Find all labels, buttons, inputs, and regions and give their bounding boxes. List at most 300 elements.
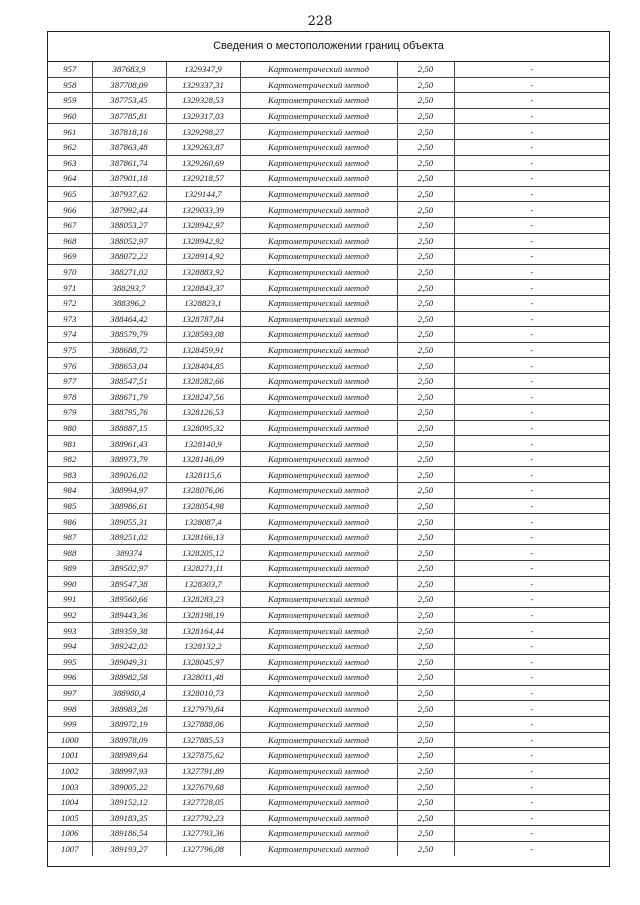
method-cell: Картометрический метод xyxy=(240,576,397,592)
point-number-cell: 994 xyxy=(48,638,92,654)
method-cell: Картометрический метод xyxy=(240,249,397,265)
method-cell: Картометрический метод xyxy=(240,529,397,545)
table-row xyxy=(48,217,609,233)
method-cell: Картометрический метод xyxy=(240,311,397,327)
point-number-cell: 971 xyxy=(48,280,92,296)
method-cell: Картометрический метод xyxy=(240,264,397,280)
y-coordinate-cell: 1328140,9 xyxy=(166,436,240,452)
x-coordinate-cell: 388983,28 xyxy=(92,701,166,717)
note-cell: - xyxy=(454,654,609,670)
method-cell: Картометрический метод xyxy=(240,155,397,171)
point-number-cell: 997 xyxy=(48,685,92,701)
y-coordinate-cell: 1328164,44 xyxy=(166,623,240,639)
table-row xyxy=(48,483,609,499)
table-row xyxy=(48,202,609,218)
table-row xyxy=(48,373,609,389)
note-cell: - xyxy=(454,233,609,249)
y-coordinate-cell: 1328095,32 xyxy=(166,420,240,436)
accuracy-cell: 2,50 xyxy=(397,794,454,810)
point-number-cell: 987 xyxy=(48,529,92,545)
point-number-cell: 960 xyxy=(48,108,92,124)
note-cell: - xyxy=(454,311,609,327)
method-cell: Картометрический метод xyxy=(240,233,397,249)
note-cell: - xyxy=(454,576,609,592)
point-number-cell: 995 xyxy=(48,654,92,670)
document-frame xyxy=(47,31,610,867)
y-coordinate-cell: 1327885,53 xyxy=(166,732,240,748)
y-coordinate-cell: 1328914,92 xyxy=(166,249,240,265)
point-number-cell: 958 xyxy=(48,77,92,93)
x-coordinate-cell: 387937,62 xyxy=(92,186,166,202)
note-cell: - xyxy=(454,763,609,779)
method-cell: Картометрический метод xyxy=(240,514,397,530)
note-cell: - xyxy=(454,124,609,140)
accuracy-cell: 2,50 xyxy=(397,389,454,405)
method-cell: Картометрический метод xyxy=(240,810,397,826)
table-row xyxy=(48,311,609,327)
accuracy-cell: 2,50 xyxy=(397,685,454,701)
point-number-cell: 973 xyxy=(48,311,92,327)
table-row xyxy=(48,763,609,779)
accuracy-cell: 2,50 xyxy=(397,373,454,389)
x-coordinate-cell: 387753,45 xyxy=(92,93,166,109)
method-cell: Картометрический метод xyxy=(240,779,397,795)
table-row xyxy=(48,467,609,483)
x-coordinate-cell: 387861,74 xyxy=(92,155,166,171)
accuracy-cell: 2,50 xyxy=(397,186,454,202)
table-row xyxy=(48,327,609,343)
point-number-cell: 974 xyxy=(48,327,92,343)
point-number-cell: 996 xyxy=(48,670,92,686)
table-row xyxy=(48,826,609,842)
accuracy-cell: 2,50 xyxy=(397,701,454,717)
x-coordinate-cell: 388973,79 xyxy=(92,451,166,467)
note-cell: - xyxy=(454,389,609,405)
point-number-cell: 1005 xyxy=(48,810,92,826)
x-coordinate-cell: 388989,64 xyxy=(92,748,166,764)
method-cell: Картометрический метод xyxy=(240,217,397,233)
point-number-cell: 1006 xyxy=(48,826,92,842)
accuracy-cell: 2,50 xyxy=(397,592,454,608)
x-coordinate-cell: 387863,48 xyxy=(92,139,166,155)
x-coordinate-cell: 388547,51 xyxy=(92,373,166,389)
method-cell: Картометрический метод xyxy=(240,483,397,499)
accuracy-cell: 2,50 xyxy=(397,483,454,499)
point-number-cell: 962 xyxy=(48,139,92,155)
y-coordinate-cell: 1327792,23 xyxy=(166,810,240,826)
accuracy-cell: 2,50 xyxy=(397,327,454,343)
x-coordinate-cell: 388671,79 xyxy=(92,389,166,405)
y-coordinate-cell: 1328283,23 xyxy=(166,592,240,608)
accuracy-cell: 2,50 xyxy=(397,217,454,233)
point-number-cell: 990 xyxy=(48,576,92,592)
accuracy-cell: 2,50 xyxy=(397,436,454,452)
x-coordinate-cell: 389359,38 xyxy=(92,623,166,639)
point-number-cell: 977 xyxy=(48,373,92,389)
method-cell: Картометрический метод xyxy=(240,638,397,654)
y-coordinate-cell: 1329337,31 xyxy=(166,77,240,93)
point-number-cell: 993 xyxy=(48,623,92,639)
accuracy-cell: 2,50 xyxy=(397,108,454,124)
x-coordinate-cell: 388887,15 xyxy=(92,420,166,436)
point-number-cell: 982 xyxy=(48,451,92,467)
y-coordinate-cell: 1327679,68 xyxy=(166,779,240,795)
accuracy-cell: 2,50 xyxy=(397,202,454,218)
point-number-cell: 972 xyxy=(48,295,92,311)
table-row xyxy=(48,841,609,856)
table-row xyxy=(48,748,609,764)
x-coordinate-cell: 388980,4 xyxy=(92,685,166,701)
accuracy-cell: 2,50 xyxy=(397,841,454,856)
note-cell: - xyxy=(454,108,609,124)
accuracy-cell: 2,50 xyxy=(397,779,454,795)
x-coordinate-cell: 388986,61 xyxy=(92,498,166,514)
x-coordinate-cell: 389251,02 xyxy=(92,529,166,545)
y-coordinate-cell: 1328843,37 xyxy=(166,280,240,296)
point-number-cell: 983 xyxy=(48,467,92,483)
method-cell: Картометрический метод xyxy=(240,607,397,623)
accuracy-cell: 2,50 xyxy=(397,545,454,561)
note-cell: - xyxy=(454,327,609,343)
x-coordinate-cell: 389560,66 xyxy=(92,592,166,608)
note-cell: - xyxy=(454,561,609,577)
method-cell: Картометрический метод xyxy=(240,77,397,93)
accuracy-cell: 2,50 xyxy=(397,405,454,421)
x-coordinate-cell: 389242,02 xyxy=(92,638,166,654)
x-coordinate-cell: 389502,97 xyxy=(92,561,166,577)
note-cell: - xyxy=(454,701,609,717)
y-coordinate-cell: 1328087,4 xyxy=(166,514,240,530)
note-cell: - xyxy=(454,217,609,233)
note-cell: - xyxy=(454,498,609,514)
accuracy-cell: 2,50 xyxy=(397,670,454,686)
y-coordinate-cell: 1328787,84 xyxy=(166,311,240,327)
point-number-cell: 957 xyxy=(48,62,92,77)
x-coordinate-cell: 389026,02 xyxy=(92,467,166,483)
y-coordinate-cell: 1329260,69 xyxy=(166,155,240,171)
note-cell: - xyxy=(530,843,534,854)
accuracy-cell: 2,50 xyxy=(397,155,454,171)
accuracy-cell: 2,50 xyxy=(397,451,454,467)
point-number-cell: 963 xyxy=(48,155,92,171)
accuracy-cell: 2,50 xyxy=(397,62,454,77)
table-row xyxy=(48,389,609,405)
accuracy-cell: 2,50 xyxy=(397,280,454,296)
point-number-cell: 1007 xyxy=(48,841,92,856)
y-coordinate-cell: 1329263,87 xyxy=(166,139,240,155)
y-coordinate-cell: 1328942,97 xyxy=(166,217,240,233)
table-row xyxy=(48,794,609,810)
point-number-cell: 992 xyxy=(48,607,92,623)
note-cell: - xyxy=(454,685,609,701)
y-coordinate-cell: 1328459,91 xyxy=(166,342,240,358)
accuracy-cell: 2,50 xyxy=(397,264,454,280)
accuracy-cell: 2,50 xyxy=(397,561,454,577)
point-number-cell: 985 xyxy=(48,498,92,514)
table-row xyxy=(48,295,609,311)
accuracy-cell: 2,50 xyxy=(397,124,454,140)
x-coordinate-cell: 388271,02 xyxy=(92,264,166,280)
x-coordinate-cell: 388579,79 xyxy=(92,327,166,343)
point-number-cell: 984 xyxy=(48,483,92,499)
note-cell: - xyxy=(454,514,609,530)
note-cell: - xyxy=(454,670,609,686)
y-coordinate-cell: 1327888,06 xyxy=(166,716,240,732)
method-cell: Картометрический метод xyxy=(240,202,397,218)
note-cell: - xyxy=(454,373,609,389)
table-row xyxy=(48,529,609,545)
accuracy-cell: 2,50 xyxy=(397,732,454,748)
x-coordinate-cell: 388997,93 xyxy=(92,763,166,779)
accuracy-cell: 2,50 xyxy=(397,498,454,514)
method-cell: Картометрический метод xyxy=(240,701,397,717)
note-cell: - xyxy=(454,420,609,436)
table-row xyxy=(48,576,609,592)
note-cell: - xyxy=(454,483,609,499)
table-row xyxy=(48,638,609,654)
y-coordinate-cell: 1329347,9 xyxy=(166,62,240,77)
y-coordinate-cell: 1329317,03 xyxy=(166,108,240,124)
accuracy-cell: 2,50 xyxy=(397,810,454,826)
note-cell: - xyxy=(454,810,609,826)
note-cell: - xyxy=(454,358,609,374)
note-cell: - xyxy=(454,436,609,452)
method-cell: Картометрический метод xyxy=(240,467,397,483)
table-row xyxy=(48,592,609,608)
y-coordinate-cell: 1329298,27 xyxy=(166,124,240,140)
method-cell: Картометрический метод xyxy=(240,498,397,514)
point-number-cell: 967 xyxy=(48,217,92,233)
x-coordinate-cell: 388052,97 xyxy=(92,233,166,249)
point-number-cell: 979 xyxy=(48,405,92,421)
y-coordinate-cell: 1327796,08 xyxy=(166,841,240,856)
note-cell: - xyxy=(454,638,609,654)
y-coordinate-cell: 1328823,1 xyxy=(166,295,240,311)
point-number-cell: 981 xyxy=(48,436,92,452)
note-cell: - xyxy=(454,732,609,748)
section-title: Сведения о местоположении границ объекта xyxy=(48,32,609,62)
table-row xyxy=(48,171,609,187)
coordinates-table-body xyxy=(48,62,609,856)
y-coordinate-cell: 1328076,06 xyxy=(166,483,240,499)
table-row xyxy=(48,124,609,140)
y-coordinate-cell: 1329033,39 xyxy=(166,202,240,218)
x-coordinate-cell: 389193,27 xyxy=(92,841,166,856)
method-cell: Картометрический метод xyxy=(240,623,397,639)
x-coordinate-cell: 388961,43 xyxy=(92,436,166,452)
method-cell: Картометрический метод xyxy=(240,732,397,748)
point-number-cell: 989 xyxy=(48,561,92,577)
accuracy-cell: 2,50 xyxy=(397,295,454,311)
x-coordinate-cell: 389055,31 xyxy=(92,514,166,530)
note-cell: - xyxy=(454,716,609,732)
point-number-cell: 968 xyxy=(48,233,92,249)
y-coordinate-cell: 1328132,2 xyxy=(166,638,240,654)
x-coordinate-cell: 388972,19 xyxy=(92,716,166,732)
x-coordinate-cell: 387785,81 xyxy=(92,108,166,124)
method-cell: Картометрический метод xyxy=(240,139,397,155)
note-cell: - xyxy=(454,202,609,218)
y-coordinate-cell: 1327875,62 xyxy=(166,748,240,764)
x-coordinate-cell: 388688,72 xyxy=(92,342,166,358)
x-coordinate-cell: 389152,12 xyxy=(92,794,166,810)
table-row xyxy=(48,451,609,467)
x-coordinate-cell: 388994,97 xyxy=(92,483,166,499)
method-cell: Картометрический метод xyxy=(240,389,397,405)
table-row xyxy=(48,670,609,686)
accuracy-cell: 2,50 xyxy=(397,529,454,545)
accuracy-cell: 2,50 xyxy=(397,233,454,249)
point-number-cell: 961 xyxy=(48,124,92,140)
y-coordinate-cell: 1328303,7 xyxy=(166,576,240,592)
note-cell: - xyxy=(454,62,609,77)
accuracy-cell: 2,50 xyxy=(397,638,454,654)
x-coordinate-cell: 388072,22 xyxy=(92,249,166,265)
point-number-cell: 999 xyxy=(48,716,92,732)
note-cell: - xyxy=(454,171,609,187)
accuracy-cell: 2,50 xyxy=(397,139,454,155)
method-cell: Картометрический метод xyxy=(240,685,397,701)
note-cell: - xyxy=(454,826,609,842)
table-row xyxy=(48,139,609,155)
method-cell: Картометрический метод xyxy=(240,794,397,810)
point-number-cell: 1001 xyxy=(48,748,92,764)
y-coordinate-cell: 1328166,13 xyxy=(166,529,240,545)
y-coordinate-cell: 1327979,84 xyxy=(166,701,240,717)
x-coordinate-cell: 387818,16 xyxy=(92,124,166,140)
method-cell: Картометрический метод xyxy=(240,716,397,732)
x-coordinate-cell: 389005,22 xyxy=(92,779,166,795)
x-coordinate-cell: 388053,27 xyxy=(92,217,166,233)
note-cell: - xyxy=(454,342,609,358)
coordinates-table xyxy=(48,62,609,856)
accuracy-cell: 2,50 xyxy=(397,654,454,670)
accuracy-cell: 2,50 xyxy=(397,93,454,109)
table-row xyxy=(48,436,609,452)
accuracy-cell: 2,50 xyxy=(397,358,454,374)
table-row xyxy=(48,654,609,670)
table-row xyxy=(48,732,609,748)
y-coordinate-cell: 1328883,92 xyxy=(166,264,240,280)
accuracy-cell: 2,50 xyxy=(397,311,454,327)
y-coordinate-cell: 1328115,6 xyxy=(166,467,240,483)
note-cell: - xyxy=(454,607,609,623)
method-cell: Картометрический метод xyxy=(240,545,397,561)
table-row xyxy=(48,186,609,202)
x-coordinate-cell: 388982,58 xyxy=(92,670,166,686)
point-number-cell: 980 xyxy=(48,420,92,436)
method-cell: Картометрический метод xyxy=(240,654,397,670)
table-row xyxy=(48,155,609,171)
method-cell: Картометрический метод xyxy=(240,280,397,296)
table-row xyxy=(48,779,609,795)
table-row xyxy=(48,607,609,623)
table-row xyxy=(48,514,609,530)
y-coordinate-cell: 1328146,09 xyxy=(166,451,240,467)
accuracy-cell: 2,50 xyxy=(397,607,454,623)
x-coordinate-cell: 387708,09 xyxy=(92,77,166,93)
method-cell: Картометрический метод xyxy=(240,436,397,452)
y-coordinate-cell: 1328054,98 xyxy=(166,498,240,514)
table-row xyxy=(48,249,609,265)
note-cell: - xyxy=(454,249,609,265)
x-coordinate-cell: 389049,31 xyxy=(92,654,166,670)
table-row xyxy=(48,810,609,826)
point-number-cell: 966 xyxy=(48,202,92,218)
table-row xyxy=(48,498,609,514)
method-cell: Картометрический метод xyxy=(240,826,397,842)
note-cell: - xyxy=(454,280,609,296)
method-cell: Картометрический метод xyxy=(240,841,397,856)
table-row xyxy=(48,93,609,109)
table-row xyxy=(48,342,609,358)
x-coordinate-cell: 389443,36 xyxy=(92,607,166,623)
accuracy-cell: 2,50 xyxy=(397,420,454,436)
point-number-cell: 969 xyxy=(48,249,92,265)
y-coordinate-cell: 1328282,66 xyxy=(166,373,240,389)
y-coordinate-cell: 1329328,53 xyxy=(166,93,240,109)
method-cell: Картометрический метод xyxy=(240,327,397,343)
method-cell: Картометрический метод xyxy=(240,405,397,421)
point-number-cell: 1000 xyxy=(48,732,92,748)
x-coordinate-cell: 389547,38 xyxy=(92,576,166,592)
y-coordinate-cell: 1328205,12 xyxy=(166,545,240,561)
x-coordinate-cell: 389186,54 xyxy=(92,826,166,842)
x-coordinate-cell: 387901,18 xyxy=(92,171,166,187)
method-cell: Картометрический метод xyxy=(240,373,397,389)
note-cell: - xyxy=(454,779,609,795)
method-cell: Картометрический метод xyxy=(240,124,397,140)
point-number-cell: 991 xyxy=(48,592,92,608)
point-number-cell: 976 xyxy=(48,358,92,374)
x-coordinate-cell: 389374 xyxy=(92,545,166,561)
note-cell: - xyxy=(454,77,609,93)
note-cell: - xyxy=(454,545,609,561)
table-row xyxy=(48,685,609,701)
point-number-cell: 988 xyxy=(48,545,92,561)
y-coordinate-cell: 1328247,56 xyxy=(166,389,240,405)
y-coordinate-cell: 1329218,57 xyxy=(166,171,240,187)
method-cell: Картометрический метод xyxy=(240,295,397,311)
method-cell: Картометрический метод xyxy=(240,592,397,608)
point-number-cell: 986 xyxy=(48,514,92,530)
note-cell: - xyxy=(454,264,609,280)
x-coordinate-cell: 388795,76 xyxy=(92,405,166,421)
accuracy-cell: 2,50 xyxy=(397,716,454,732)
method-cell: Картометрический метод xyxy=(240,186,397,202)
table-row xyxy=(48,716,609,732)
method-cell: Картометрический метод xyxy=(240,561,397,577)
table-row xyxy=(48,545,609,561)
point-number-cell: 975 xyxy=(48,342,92,358)
method-cell: Картометрический метод xyxy=(240,451,397,467)
y-coordinate-cell: 1327793,36 xyxy=(166,826,240,842)
accuracy-cell: 2,50 xyxy=(397,763,454,779)
method-cell: Картометрический метод xyxy=(240,670,397,686)
point-number-cell: 959 xyxy=(48,93,92,109)
method-cell: Картометрический метод xyxy=(240,763,397,779)
method-cell: Картометрический метод xyxy=(240,358,397,374)
accuracy-cell: 2,50 xyxy=(397,171,454,187)
accuracy-cell: 2,50 xyxy=(397,342,454,358)
note-cell: - xyxy=(454,529,609,545)
table-row xyxy=(48,264,609,280)
note-cell: - xyxy=(454,748,609,764)
table-row xyxy=(48,420,609,436)
table-row xyxy=(48,358,609,374)
method-cell: Картометрический метод xyxy=(240,93,397,109)
x-coordinate-cell: 387683,9 xyxy=(92,62,166,77)
